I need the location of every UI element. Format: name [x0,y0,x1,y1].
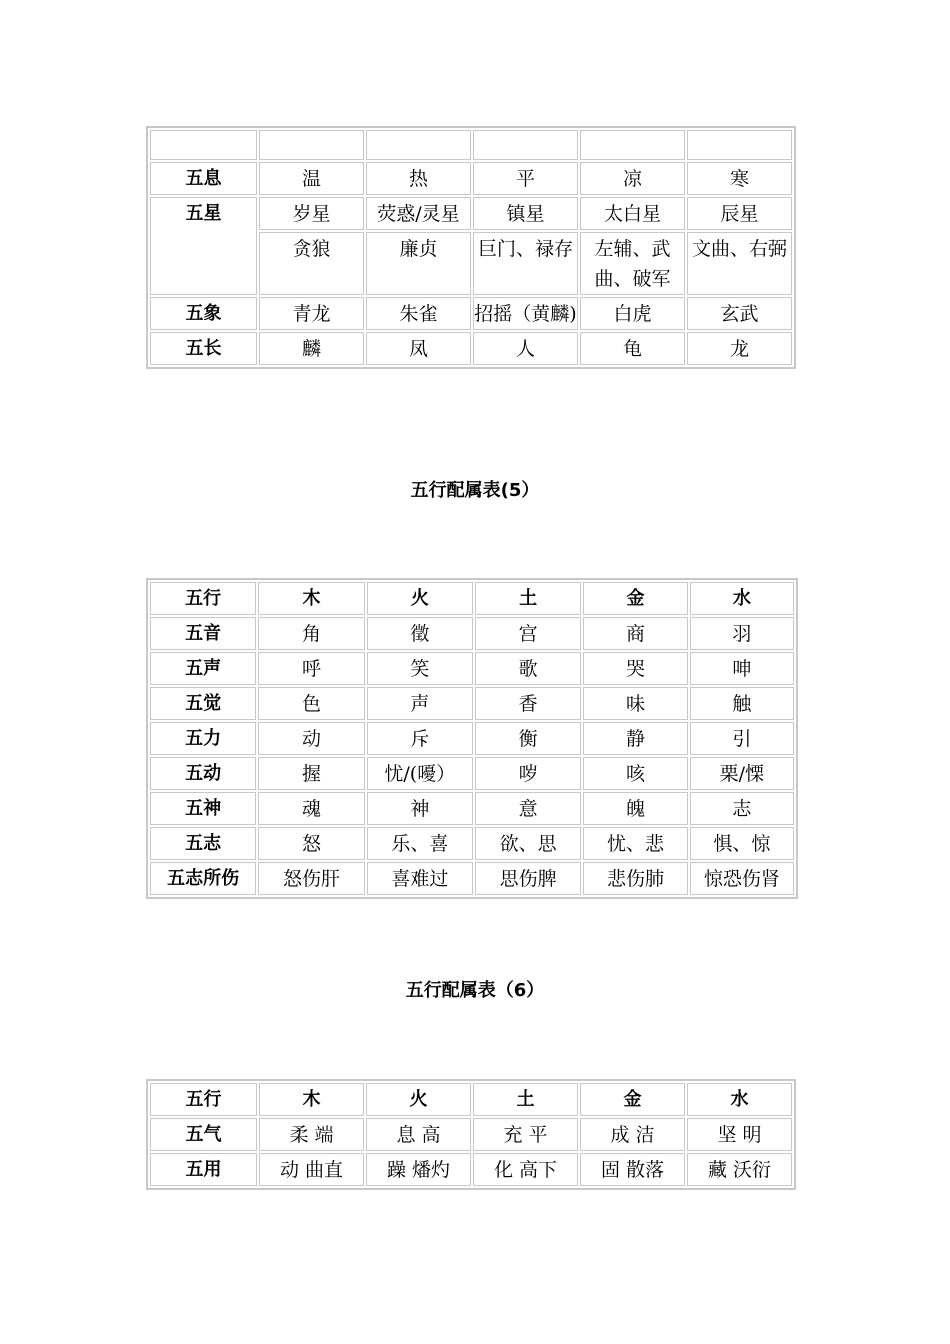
table-cell: 化 高下 [473,1153,578,1186]
table-cell: 躁 燔灼 [366,1153,471,1186]
row-label: 五行 [150,582,256,615]
table-cell: 充 平 [473,1118,578,1151]
header-cell: 土 [475,582,581,615]
row-label: 五志所伤 [150,862,256,895]
header-cell [150,130,257,160]
table-cell: 引 [690,722,794,755]
table-cell: 神 [367,792,473,825]
table-cell: 动 曲直 [259,1153,364,1186]
table-row [150,197,792,230]
table-cell: 坚 明 [687,1118,792,1151]
row-label: 五志 [150,827,256,860]
row-label: 五动 [150,757,256,790]
table5-title: 五行配属表(5） [410,480,540,501]
wuxing-table-6 [146,1079,796,1190]
header-cell: 火 [366,1083,471,1116]
row-label: 五力 [150,722,256,755]
table-cell: 廉贞 [366,232,471,295]
header-cell: 木 [259,1083,364,1116]
table-cell: 握 [258,757,364,790]
table-cell: 寒 [687,162,792,195]
table-cell: 欲、思 [475,827,581,860]
header-cell [580,130,685,160]
table-cell: 人 [473,332,578,365]
table-cell: 色 [258,687,364,720]
table-cell: 白虎 [580,297,685,330]
header-cell [366,130,471,160]
table5-body [150,617,794,895]
table-cell: 呻 [690,652,794,685]
table-cell: 声 [367,687,473,720]
table-cell: 贪狼 [259,232,364,295]
table-cell: 左辅、武曲、破军 [580,232,685,295]
table-cell: 麟 [259,332,364,365]
table-row [150,652,794,685]
header-cell: 木 [258,582,364,615]
table6-title: 五行配属表（6） [405,980,545,1001]
table-cell: 魄 [583,792,687,825]
table-cell: 角 [258,617,364,650]
table-row [150,162,792,195]
table-cell: 忧/(嚘） [367,757,473,790]
table-cell: 凤 [366,332,471,365]
table-cell: 太白星 [580,197,685,230]
table-cell: 惊恐伤肾 [690,862,794,895]
table-cell: 静 [583,722,687,755]
table-row [150,130,792,160]
row-label: 五觉 [150,687,256,720]
table-cell: 青龙 [259,297,364,330]
header-cell: 土 [473,1083,578,1116]
table-cell: 香 [475,687,581,720]
row-label: 五长 [150,332,257,365]
table-cell: 触 [690,687,794,720]
table-row [150,617,794,650]
table-cell: 文曲、右弼 [687,232,792,295]
table-cell: 意 [475,792,581,825]
table-cell: 温 [259,162,364,195]
table-row [150,297,792,330]
table-cell: 柔 端 [259,1118,364,1151]
table-cell: 志 [690,792,794,825]
table-row [150,1118,792,1151]
table-cell: 乐、喜 [367,827,473,860]
table-cell: 哕 [475,757,581,790]
table-cell: 魂 [258,792,364,825]
table-cell: 味 [583,687,687,720]
table-cell: 宫 [475,617,581,650]
table-cell: 惧、惊 [690,827,794,860]
row-label: 五象 [150,297,257,330]
table-cell: 玄武 [687,297,792,330]
table-cell: 成 洁 [580,1118,685,1151]
table-cell: 荧惑/灵星 [366,197,471,230]
table-cell: 羽 [690,617,794,650]
row-label: 五行 [150,1083,257,1116]
table-row [150,862,794,895]
table-cell: 衡 [475,722,581,755]
table-cell: 动 [258,722,364,755]
table-cell: 呼 [258,652,364,685]
table-cell: 息 高 [366,1118,471,1151]
row-label: 五神 [150,792,256,825]
table-cell: 思伤脾 [475,862,581,895]
table-cell: 栗/慄 [690,757,794,790]
header-cell: 金 [580,1083,685,1116]
table-cell: 辰星 [687,197,792,230]
table-cell: 固 散落 [580,1153,685,1186]
header-cell: 火 [367,582,473,615]
table6-body [150,1118,792,1186]
header-cell [259,130,364,160]
table-cell: 斥 [367,722,473,755]
table-cell: 忧、悲 [583,827,687,860]
table-cell: 笑 [367,652,473,685]
table-cell: 龟 [580,332,685,365]
table-cell: 悲伤肺 [583,862,687,895]
table-cell: 岁星 [259,197,364,230]
header-cell: 水 [690,582,794,615]
header-cell [473,130,578,160]
table-cell: 镇星 [473,197,578,230]
table-cell: 哭 [583,652,687,685]
table-row [150,1153,792,1186]
table-cell: 藏 沃衍 [687,1153,792,1186]
table-row [150,687,794,720]
table-row [150,827,794,860]
header-row [150,582,794,615]
table-row [150,722,794,755]
table-cell: 凉 [580,162,685,195]
row-label: 五星 [150,197,257,295]
header-cell [687,130,792,160]
table-cell: 龙 [687,332,792,365]
row-label: 五息 [150,162,257,195]
table-cell: 徵 [367,617,473,650]
table-row [150,792,794,825]
table-cell: 怒 [258,827,364,860]
table-cell: 平 [473,162,578,195]
wuxing-table-continued [146,126,796,369]
table-cell: 喜难过 [367,862,473,895]
row-label: 五音 [150,617,256,650]
table-cell: 咳 [583,757,687,790]
table-cell: 巨门、禄存 [473,232,578,295]
header-cell: 金 [583,582,687,615]
wuxing-table-5 [146,578,798,899]
header-cell: 水 [687,1083,792,1116]
table-cell: 歌 [475,652,581,685]
row-label: 五气 [150,1118,257,1151]
row-label: 五用 [150,1153,257,1186]
table-cell: 怒伤肝 [258,862,364,895]
table-cell: 朱雀 [366,297,471,330]
header-row [150,1083,792,1116]
table-cell: 招摇（黄麟) [473,297,578,330]
table-row [150,332,792,365]
table-cell: 商 [583,617,687,650]
table-row [150,757,794,790]
row-label: 五声 [150,652,256,685]
table-cell: 热 [366,162,471,195]
